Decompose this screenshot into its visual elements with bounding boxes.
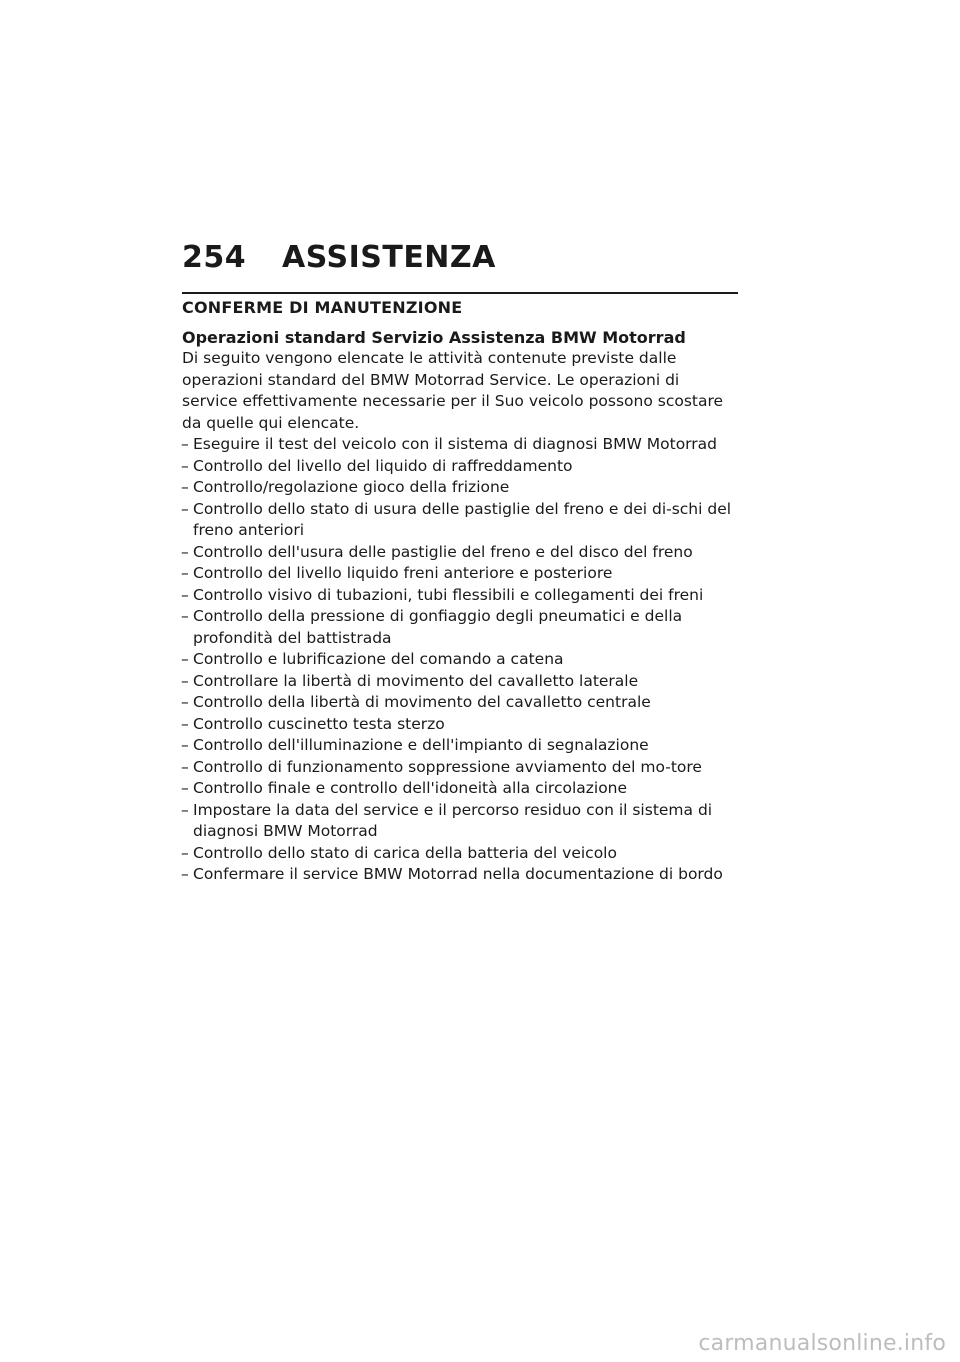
list-item: – Confermare il service BMW Motorrad nella documentazione di bordo <box>182 864 738 886</box>
section-heading: CONFERME DI MANUTENZIONE <box>182 292 738 321</box>
list-item: – Controllo dello stato di usura delle pastiglie del freno e dei di-schi del freno anteriori <box>182 499 738 542</box>
intro-paragraph: Di seguito vengono elencate le attività contenute previste dalle operazioni standard del BMW Motorrad Service. Le operazioni di service effettivamente necessarie per il Suo veicolo possono scostare da quelle qui elencate. <box>182 349 724 432</box>
list-item: – Controllo dell'usura delle pastiglie del freno e del disco del freno <box>182 542 738 564</box>
watermark: carmanualsonline.info <box>698 1331 946 1356</box>
page-number: 254 <box>182 240 247 275</box>
list-item: – Eseguire il test del veicolo con il sistema di diagnosi BMW Motorrad <box>182 434 738 456</box>
list-item: – Controllo della libertà di movimento del cavalletto centrale <box>182 692 738 714</box>
list-item: – Controllo e lubrificazione del comando a catena <box>182 649 738 671</box>
list-item: – Controllo/regolazione gioco della frizione <box>182 477 738 499</box>
list-item: – Controllo cuscinetto testa sterzo <box>182 714 738 736</box>
list-item: – Controllo finale e controllo dell'idoneità alla circolazione <box>182 778 738 800</box>
list-item: – Controllo dell'illuminazione e dell'impianto di segnalazione <box>182 735 738 757</box>
maintenance-checklist <box>182 434 738 886</box>
list-item: – Controllare la libertà di movimento del cavalletto laterale <box>182 671 738 693</box>
list-item: – Controllo del livello liquido freni anteriore e posteriore <box>182 563 738 585</box>
list-item: – Controllo della pressione di gonfiaggio degli pneumatici e della profondità del battistrada <box>182 606 738 649</box>
list-item: – Controllo di funzionamento soppressione avviamento del mo-tore <box>182 757 738 779</box>
page-header <box>182 240 738 284</box>
subheading: Operazioni standard Servizio Assistenza BMW Motorrad <box>182 328 686 347</box>
manual-page <box>182 240 738 886</box>
list-item: – Controllo dello stato di carica della batteria del veicolo <box>182 843 738 865</box>
list-item: – Impostare la data del service e il percorso residuo con il sistema di diagnosi BMW Motorrad <box>182 800 738 843</box>
list-item: – Controllo del livello del liquido di raffreddamento <box>182 456 738 478</box>
section-title: ASSISTENZA <box>282 240 496 275</box>
list-item: – Controllo visivo di tubazioni, tubi flessibili e collegamenti dei freni <box>182 585 738 607</box>
